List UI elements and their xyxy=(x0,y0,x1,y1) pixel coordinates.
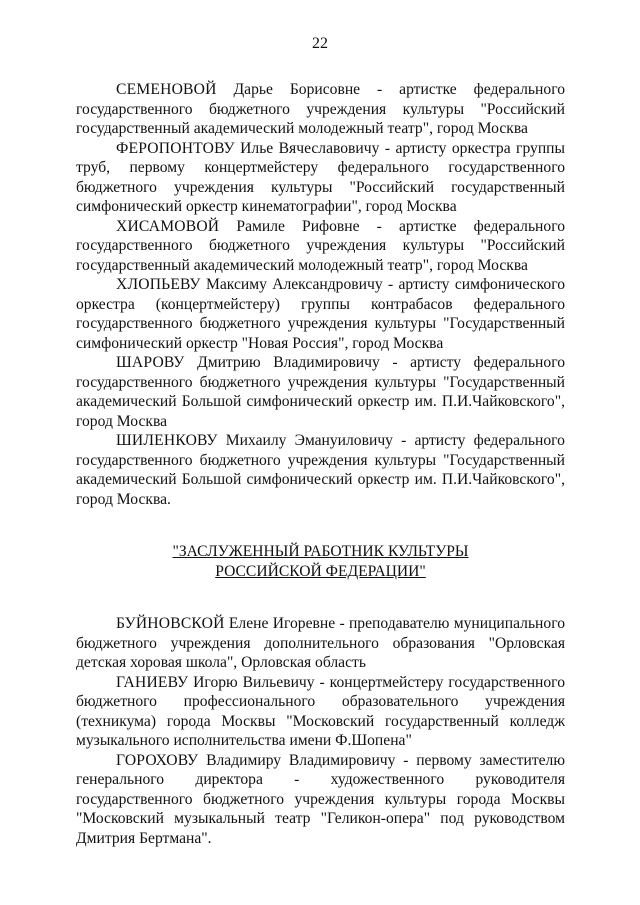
awardee-details: Михаилу Эмануиловичу - артисту федерального государственного бюджетного учреждения культуры "Государственный академический Большой симфонический оркестр им. П.И.Чайковского", город Москва. xyxy=(76,432,565,508)
awardee-details: Игорю Вильевичу - концертмейстеру государственного бюджетного профессионального образовательного учреждения (техникума) города Москвы "Московский государственный колледж музыкального исполнительства имени Ф.Шопена" xyxy=(76,673,565,749)
award-entry xyxy=(76,353,565,431)
awardee-surname: ХЛОПЬЕВУ xyxy=(116,276,201,293)
awardee-details: Дарье Борисовне - артистке федерального государственного бюджетного учреждения культуры "Российский государственный академический молодежный театр", город Москва xyxy=(76,81,565,137)
awardee-surname: ГАНИЕВУ xyxy=(116,673,189,691)
awardee-surname: ШИЛЕНКОВУ xyxy=(116,432,218,449)
awardee-surname: СЕМЕНОВОЙ xyxy=(116,81,217,98)
award-entry xyxy=(76,217,565,276)
award-entry xyxy=(76,751,565,849)
award-entry xyxy=(76,673,565,751)
awardee-surname: БУЙНОВСКОЙ xyxy=(116,615,225,632)
awardee-surname: ХИСАМОВОЙ xyxy=(116,217,220,235)
award-title-line-1: "ЗАСЛУЖЕННЫЙ РАБОТНИК КУЛЬТУРЫ xyxy=(172,543,469,560)
awardee-details: Дмитрию Владимировичу - артисту федерального государственного бюджетного учреждения культуры "Государственный академический Большой симфонический оркестр им. П.И.Чайковского", город Москва xyxy=(76,354,566,430)
page-number: 22 xyxy=(312,35,328,52)
award-entry xyxy=(76,275,565,353)
award-entry xyxy=(76,80,565,139)
award-title-heading xyxy=(76,542,565,581)
document-body xyxy=(76,80,565,848)
awardee-details: Илье Вячеславовичу - артисту оркестра группы труб, первому концертмейстеру федерального государственного бюджетного учреждения культуры "Российский государственный симфонический оркестр кинематографии", город Москва xyxy=(76,139,565,215)
awardee-details: Рамиле Рифовне - артистке федерального государственного бюджетного учреждения культуры "Российский государственный академический молодежный театр", город Москва xyxy=(76,217,565,274)
awardee-surname: ШАРОВУ xyxy=(116,354,185,371)
award-title-line-2: РОССИЙСКОЙ ФЕДЕРАЦИИ" xyxy=(215,562,426,580)
awardee-details: Максиму Александровичу - артисту симфонического оркестра (концертмейстеру) группы контрабасов федерального государственного бюджетного учреждения культуры "Государственный симфонический оркестр "Новая Россия", город Москва xyxy=(76,276,565,352)
awardee-surname: ФЕРОПОНТОВУ xyxy=(116,139,235,157)
awardee-details: Владимиру Владимировичу - первому заместителю генерального директора - художественного руководителя государственного бюджетного учреждения культуры города Москвы "Московский музыкальный театр "Геликон-опера" под руководством Дмитрия Бертмана". xyxy=(76,751,565,847)
award-entry xyxy=(76,614,565,673)
award-entry xyxy=(76,431,565,509)
awardee-surname: ГОРОХОВУ xyxy=(116,751,199,769)
awardee-details: Елене Игоревне - преподавателю муниципального бюджетного учреждения дополнительного образования "Орловская детская хоровая школа", Орловская область xyxy=(76,615,566,671)
award-entry xyxy=(76,139,565,217)
